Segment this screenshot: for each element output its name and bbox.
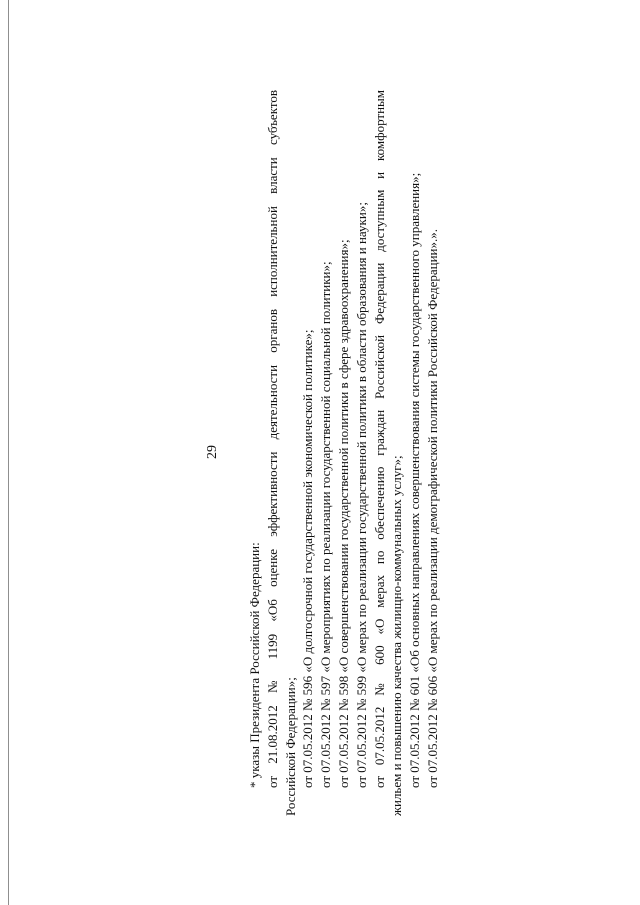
text-line: от 07.05.2012 № 600 «О мерах по обеспечению граждан Российской Федерации доступным и комфортным — [371, 90, 387, 788]
text-line: от 07.05.2012 № 596 «О долгосрочной государственной экономической политике»; — [300, 329, 316, 788]
text-line: от 07.05.2012 № 601 «Об основных направлениях совершенствования системы государственного управления»; — [407, 172, 423, 788]
text-line: Российской Федерации»; — [282, 677, 298, 816]
text-line: от 07.05.2012 № 598 «О совершенствовании государственной политики в сфере здравоохранения»; — [335, 239, 351, 788]
page-number: 29 — [205, 445, 220, 459]
text-line: жильем и повышению качества жилищно-коммунальных услуг»; — [389, 455, 405, 816]
text-line: от 07.05.2012 № 606 «О мерах по реализации демографической политики Российской Федерации».». — [424, 228, 440, 788]
text-line: от 21.08.2012 № 1199 «Об оценке эффективности деятельности органов исполнительной власти субъектов — [264, 90, 280, 788]
rotated-content — [200, 62, 440, 842]
text-line: от 07.05.2012 № 599 «О мерах по реализации государственной политики в области образования и науки»; — [353, 202, 369, 788]
text-line: от 07.05.2012 № 597 «О мероприятиях по реализации государственной социальной политики»; — [318, 261, 334, 788]
scan-edge — [8, 0, 9, 905]
footnote-text — [246, 90, 442, 816]
text-line: * указы Президента Российской Федерации: — [247, 542, 262, 788]
